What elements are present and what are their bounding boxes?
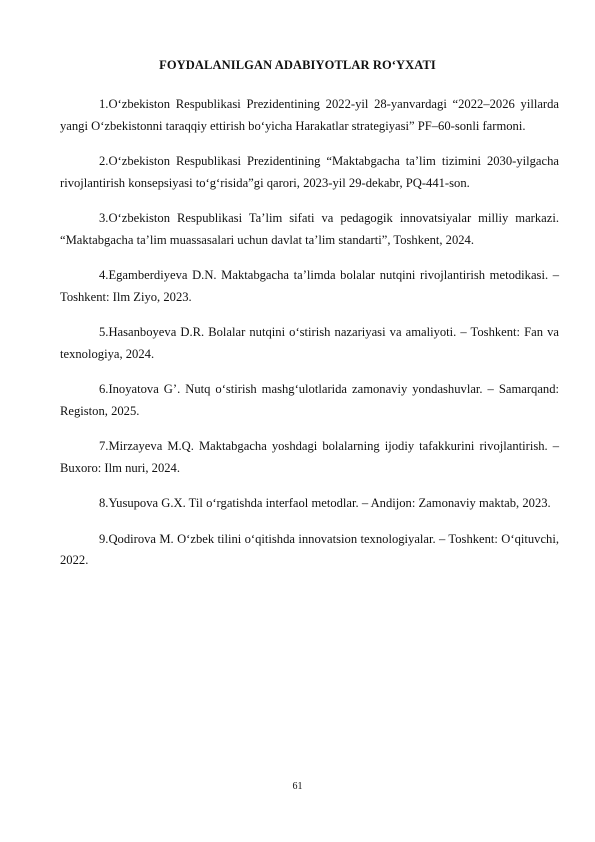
reference-item-5: 5.Hasanboyeva D.R. Bolalar nutqini o‘stirish nazariyasi va amaliyoti. – Toshkent: Fan va texnologiya, 2024. <box>60 325 559 361</box>
reference-item-2: 2.O‘zbekiston Respublikasi Prezidentining “Maktabgacha ta’lim tizimini 2030-yilgacha rivojlantirish konsepsiyasi to‘g‘risida”gi qarori, 2023-yil 29-dekabr, PQ-441-son. <box>60 154 559 190</box>
reference-item-3: 3.O‘zbekiston Respublikasi Ta’lim sifati va pedagogik innovatsiyalar milliy markazi. “Maktabgacha ta’lim muassasalari uchun davlat ta’lim standarti”, Toshkent, 2024. <box>60 211 559 247</box>
reference-list <box>60 94 559 586</box>
reference-item-4: 4.Egamberdiyeva D.N. Maktabgacha ta’limda bolalar nutqini rivojlantirish metodikasi. – Toshkent: Ilm Ziyo, 2023. <box>60 268 559 304</box>
reference-item-8: 8.Yusupova G.X. Til o‘rgatishda interfaol metodlar. – Andijon: Zamonaviy maktab, 2023. <box>99 496 551 510</box>
reference-item-6: 6.Inoyatova G’. Nutq o‘stirish mashg‘ulotlarida zamonaviy yondashuvlar. – Samarqand: Registon, 2025. <box>60 382 559 418</box>
page-title: FOYDALANILGAN ADABIYOTLAR RO‘YXATI <box>159 58 436 72</box>
reference-item-7: 7.Mirzayeva M.Q. Maktabgacha yoshdagi bolalarning ijodiy tafakkurini rivojlantirish. – Buxoro: Ilm nuri, 2024. <box>60 439 559 475</box>
reference-item-1: 1.O‘zbekiston Respublikasi Prezidentining 2022-yil 28-yanvardagi “2022–2026 yillarda yangi O‘zbekistonni taraqqiy ettirish bo‘yicha Harakatlar strategiyasi” PF–60-sonli farmoni. <box>60 97 559 133</box>
page-number: 61 <box>292 781 303 792</box>
reference-item-9: 9.Qodirova M. O‘zbek tilini o‘qitishda innovatsion texnologiyalar. – Toshkent: O‘qituvchi, 2022. <box>60 531 559 567</box>
